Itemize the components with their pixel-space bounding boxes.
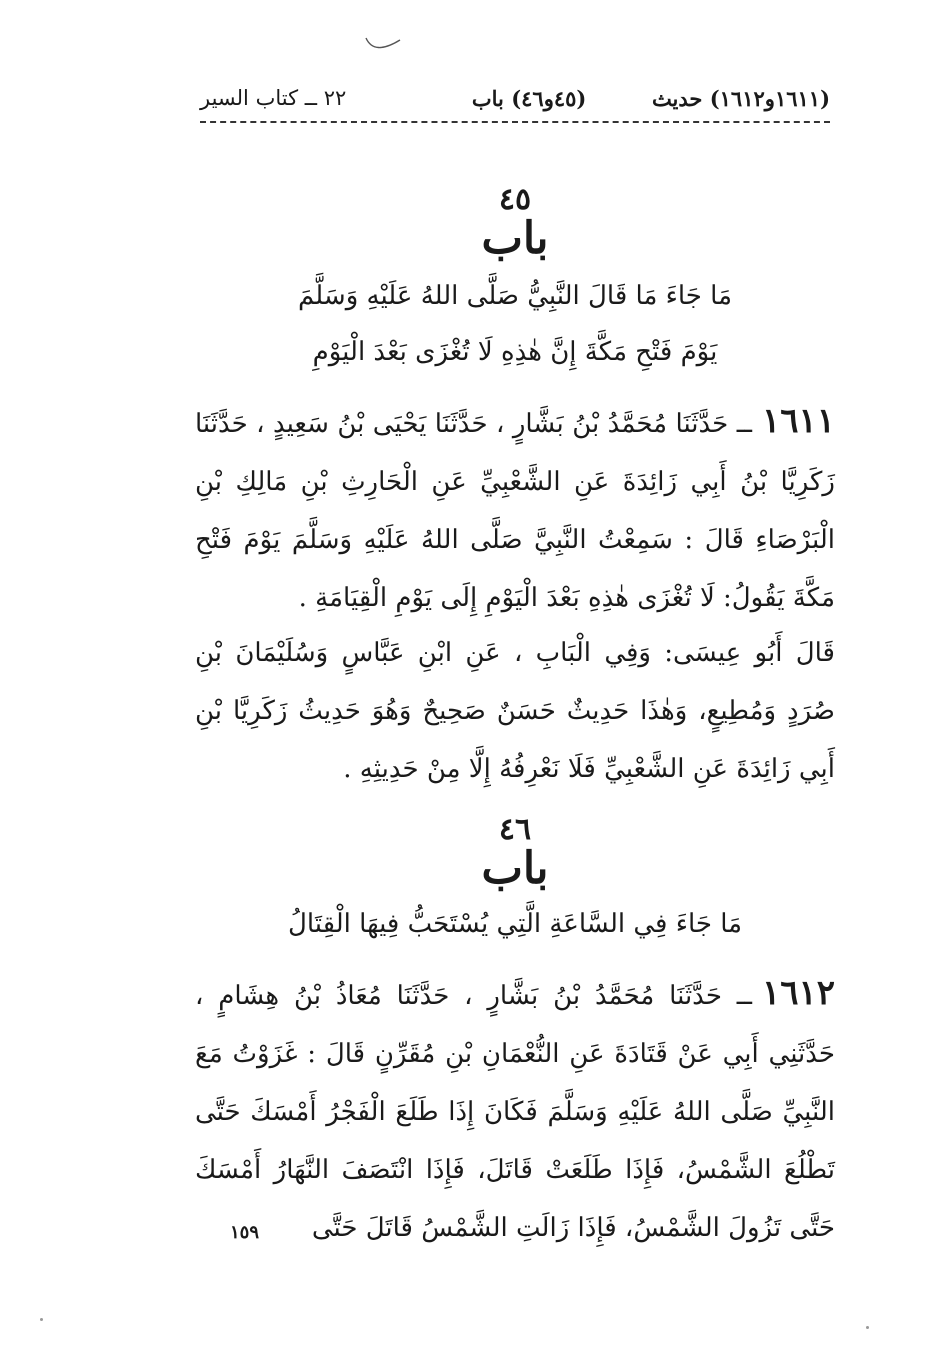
chapter-word: باب [481,843,549,894]
hadith-text: ــ حَدَّثَنَا مُحَمَّدُ بْنُ بَشَّارٍ ، حَدَّثَنَا يَحْيَى بْنُ سَعِيدٍ ، حَدَّثَنَا زَكَرِيَّا بْنُ أَبِي زَائِدَةَ عَنِ الشَّعْبِيِّ عَنِ الْحَارِثِ بْنِ مَالِكِ بْنِ الْبَرْصَاءِ قَالَ : سَمِعْتُ النَّبِيَّ صَلَّى اللهُ عَلَيْهِ وَسَلَّمَ يَوْمَ فَتْحِ مَكَّةَ يَقُولُ: لَا تُغْزَى هٰذِهِ بَعْدَ الْيَوْمِ إِلَى يَوْمِ الْقِيَامَةِ . [195,409,835,613]
chapter-title-line: يَوْمَ فَتْحِ مَكَّةَ إِنَّ هٰذِهِ لَا تُغْزَى بَعْدَ الْيَوْمِ [312,337,718,367]
hadith-text: ــ حَدَّثَنَا مُحَمَّدُ بْنُ بَشَّارٍ ، حَدَّثَنَا مُعَاذُ بْنُ هِشَامٍ ، حَدَّثَنِي أَبِي عَنْ قَتَادَةَ عَنِ النُّعْمَانِ بْنِ مُقَرِّنٍ قَالَ : غَزَوْتُ مَعَ النَّبِيِّ صَلَّى اللهُ عَلَيْهِ وَسَلَّمَ فَكَانَ إِذَا طَلَعَ الْفَجْرُ أَمْسَكَ حَتَّى تَطْلُعَ الشَّمْسُ، فَإِذَا طَلَعَتْ قَاتَلَ، فَإِذَا انْتَصَفَ النَّهَارُ أَمْسَكَ حَتَّى تَزُولَ الشَّمْسُ، فَإِذَا زَالَتِ الشَّمْسُ قَاتَلَ حَتَّى [195,981,836,1243]
chapter-46-title [195,896,835,952]
chapter-title-line: مَا جَاءَ مَا قَالَ النَّبِيُّ صَلَّى اللهُ عَلَيْهِ وَسَلَّمَ [298,281,732,311]
scan-speck [866,1326,869,1329]
scan-speck [40,1318,43,1321]
chapter-title-line: مَا جَاءَ فِي السَّاعَةِ الَّتِي يُسْتَحَبُّ فِيهَا الْقِتَالُ [287,909,743,939]
hadith-1612 [195,964,835,1257]
commentary-text: قَالَ أَبُو عِيسَى: وَفِي الْبَابِ ، عَنِ ابْنِ عَبَّاسٍ وَسُلَيْمَانَ بْنِ صُرَدٍ وَمُطِيعٍ، وَهٰذَا حَدِيثٌ حَسَنٌ صَحِيحٌ وَهُوَ حَدِيثُ زَكَرِيَّا بْنِ أَبِي زَائِدَةَ عَنِ الشَّعْبِيِّ فَلَا نَعْرِفُهُ إِلَّا مِنْ حَدِيثِهِ . [195,638,835,784]
chapter-45-title [195,268,835,380]
hadith-number: ١٦١٢ [761,973,836,1013]
hadith-number: ١٦١١ [761,401,835,441]
chapter-46-heading [195,812,835,894]
chapter-word: باب [481,213,549,264]
page-number: ١٥٩ [230,1222,260,1243]
running-header [200,78,830,118]
header-hadith-range: (١٦١١و١٦١٢) حديث [651,85,830,111]
pen-mark [364,34,402,56]
header-chapter-range: (٤٥و٤٦) باب [471,85,587,111]
header-rule [200,121,830,123]
hadith-1611-commentary [195,624,835,798]
chapter-number: ٤٥ [498,182,532,217]
hadith-1611 [195,392,835,627]
chapter-number: ٤٦ [498,812,532,847]
chapter-45-heading [195,182,835,264]
header-book-title: ٢٢ ــ كتاب السير [200,86,347,110]
